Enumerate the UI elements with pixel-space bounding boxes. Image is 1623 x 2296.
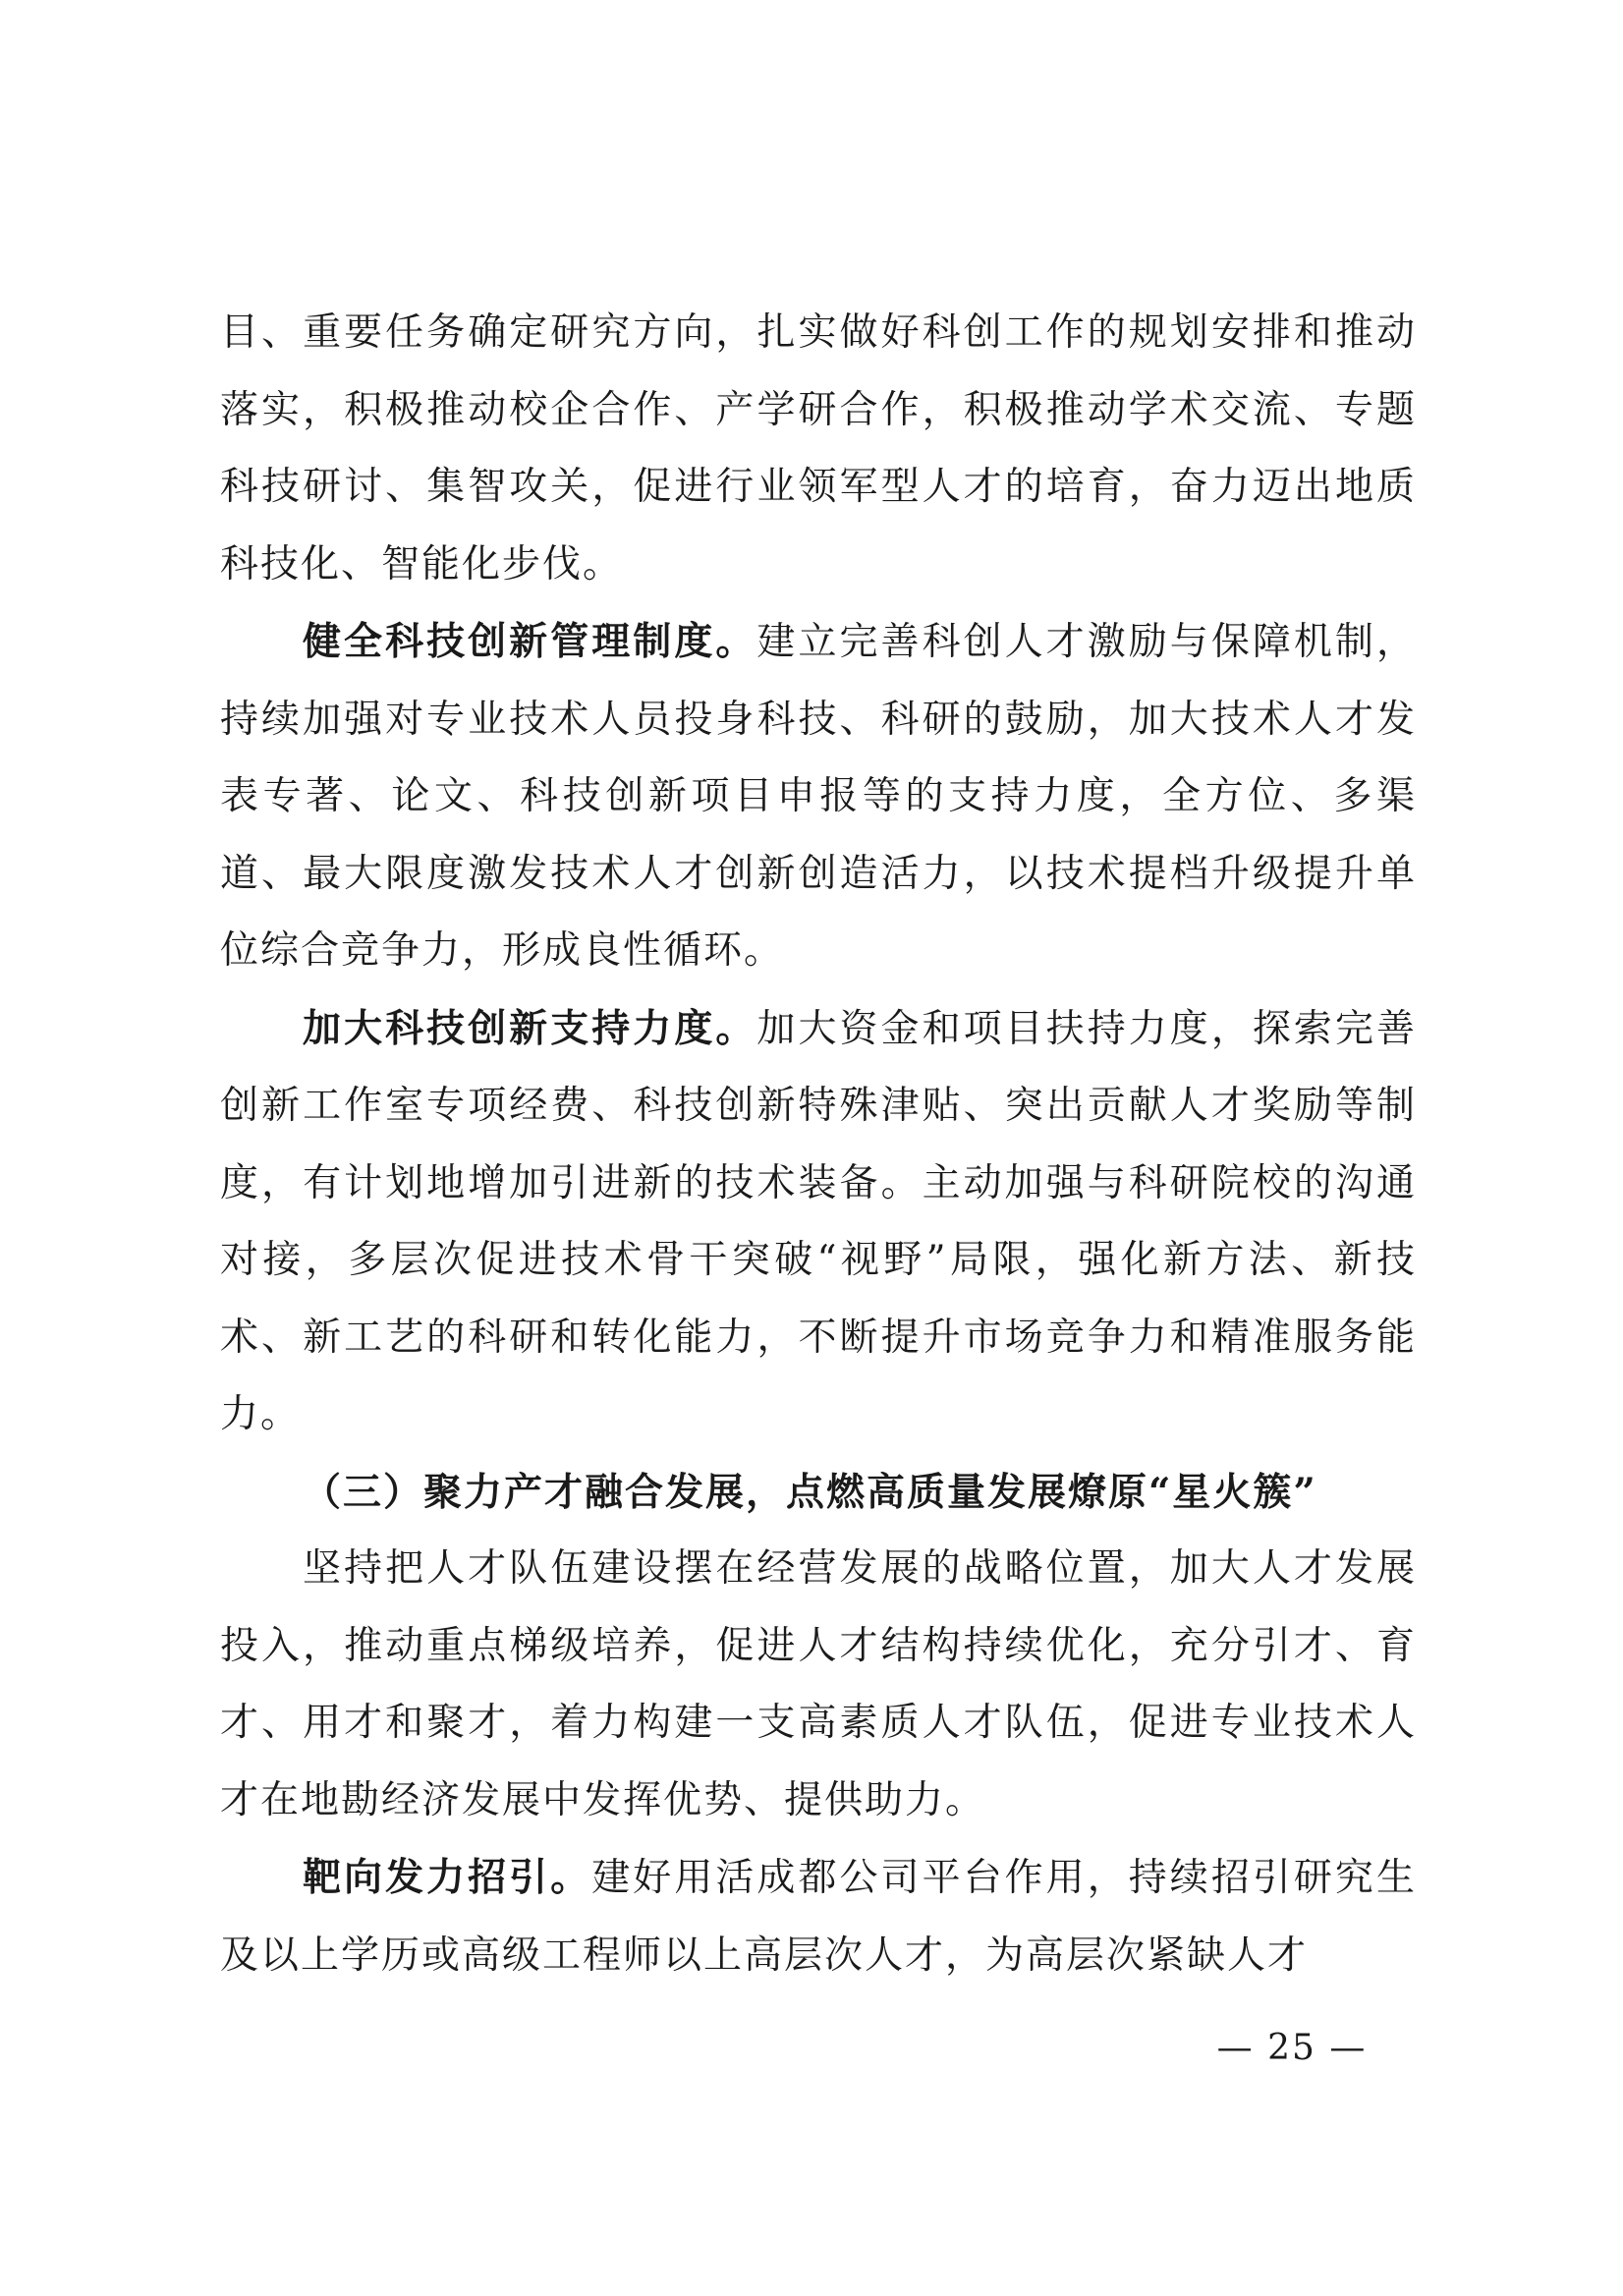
paragraph-targeted-recruitment — [220, 1839, 1417, 1994]
paragraph-text: 目、重要任务确定研究方向，扎实做好科创工作的规划安排和推动落实，积极推动校企合作、产学研合作，积极推动学术交流、专题科技研讨、集智攻关，促进行业领军型人才的培育，奋力迈出地质科技化、智能化步伐。 — [220, 310, 1417, 587]
paragraph-text: 建立完善科创人才激励与保障机制，持续加强对专业技术人员投身科技、科研的鼓励，加大技术人才发表专著、论文、科技创新项目申报等的支持力度，全方位、多渠道、最大限度激发技术人才创新创造活力，以技术提档升级提升单位综合竞争力，形成良性循环。 — [220, 620, 1417, 973]
paragraph-tech-innovation-management — [220, 603, 1417, 990]
paragraph-continued — [220, 295, 1417, 603]
paragraph-text: 坚持把人才队伍建设摆在经营发展的战略位置，加大人才发展投入，推动重点梯级培养，促进人才结构持续优化，充分引才、育才、用才和聚才，着力构建一支高素质人才队伍，促进专业技术人才在地勘经济发展中发挥优势、提供助力。 — [220, 1546, 1417, 1822]
body-text — [220, 295, 1417, 1994]
paragraph-text: 加大资金和项目扶持力度，探索完善创新工作室专项经费、科技创新特殊津贴、突出贡献人才奖励等制度，有计划地增加引进新的技术装备。主动加强与科研院校的沟通对接，多层次促进技术骨干突破“视野”局限，强化新方法、新技术、新工艺的科研和转化能力，不断提升市场竞争力和精准服务能力。 — [220, 1006, 1417, 1436]
paragraph-talent-team — [220, 1531, 1417, 1839]
paragraph-lead: 靶向发力招引。 — [303, 1855, 592, 1900]
section-heading: （三）聚力产才融合发展，点燃高质量发展燎原“星火簇” — [303, 1469, 1317, 1515]
paragraph-tech-innovation-support — [220, 990, 1417, 1454]
page-number: — 25 — — [1216, 2028, 1368, 2068]
paragraph-lead: 加大科技创新支持力度。 — [303, 1005, 757, 1051]
paragraph-text: 建好用活成都公司平台作用，持续招引研究生及以上学历或高级工程师以上高层次人才，为高层次紧缺人才 — [220, 1856, 1417, 1978]
paragraph-lead: 健全科技创新管理制度。 — [303, 619, 757, 664]
